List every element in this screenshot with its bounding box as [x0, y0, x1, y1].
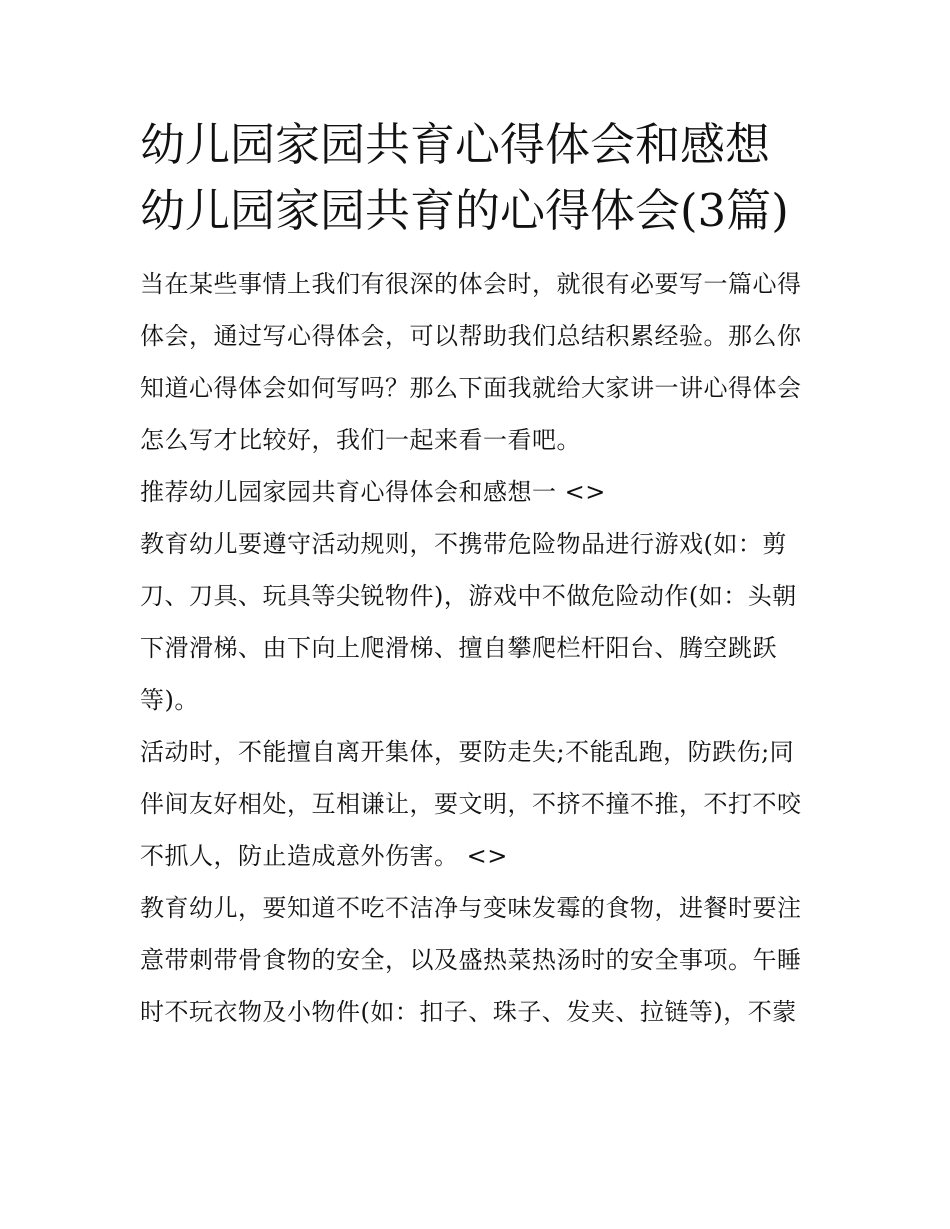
document-page — [140, 112, 815, 1038]
document-title: 幼儿园家园共育心得体会和感想 幼儿园家园共育的心得体会(3篇) — [140, 118, 789, 237]
paragraph-food-nap-safety: 教育幼儿，要知道不吃不洁净与变味发霉的食物，进餐时要注意带刺带骨食物的安全，以及盛热菜热汤时的安全事项。午睡时不玩衣物及小物件(如：扣子、珠子、发夹、拉链等)，不蒙 — [140, 894, 802, 1026]
document-body — [140, 258, 815, 1038]
paragraph-activity-rules: 教育幼儿要遵守活动规则，不携带危险物品进行游戏(如：剪刀、刀具、玩具等尖锐物件)，游戏中不做危险动作(如：头朝下滑滑梯、由下向上爬滑梯、擅自攀爬栏杆阳台、腾空跳跃等)。 — [140, 530, 797, 714]
paragraph-intro: 当在某些事情上我们有很深的体会时，就很有必要写一篇心得体会，通过写心得体会，可以帮助我们总结积累经验。那么你知道心得体会如何写吗？那么下面我就给大家讲一讲心得体会怎么写才比较好，我们一起来看一看吧。 — [140, 270, 802, 454]
paragraph-section-heading: 推荐幼儿园家园共育心得体会和感想一 <> — [140, 478, 606, 506]
paragraph-activity-safety: 活动时，不能擅自离开集体，要防走失;不能乱跑，防跌伤;同伴间友好相处，互相谦让，要文明，不挤不撞不推，不打不咬不抓人，防止造成意外伤害。 <> — [140, 738, 802, 870]
